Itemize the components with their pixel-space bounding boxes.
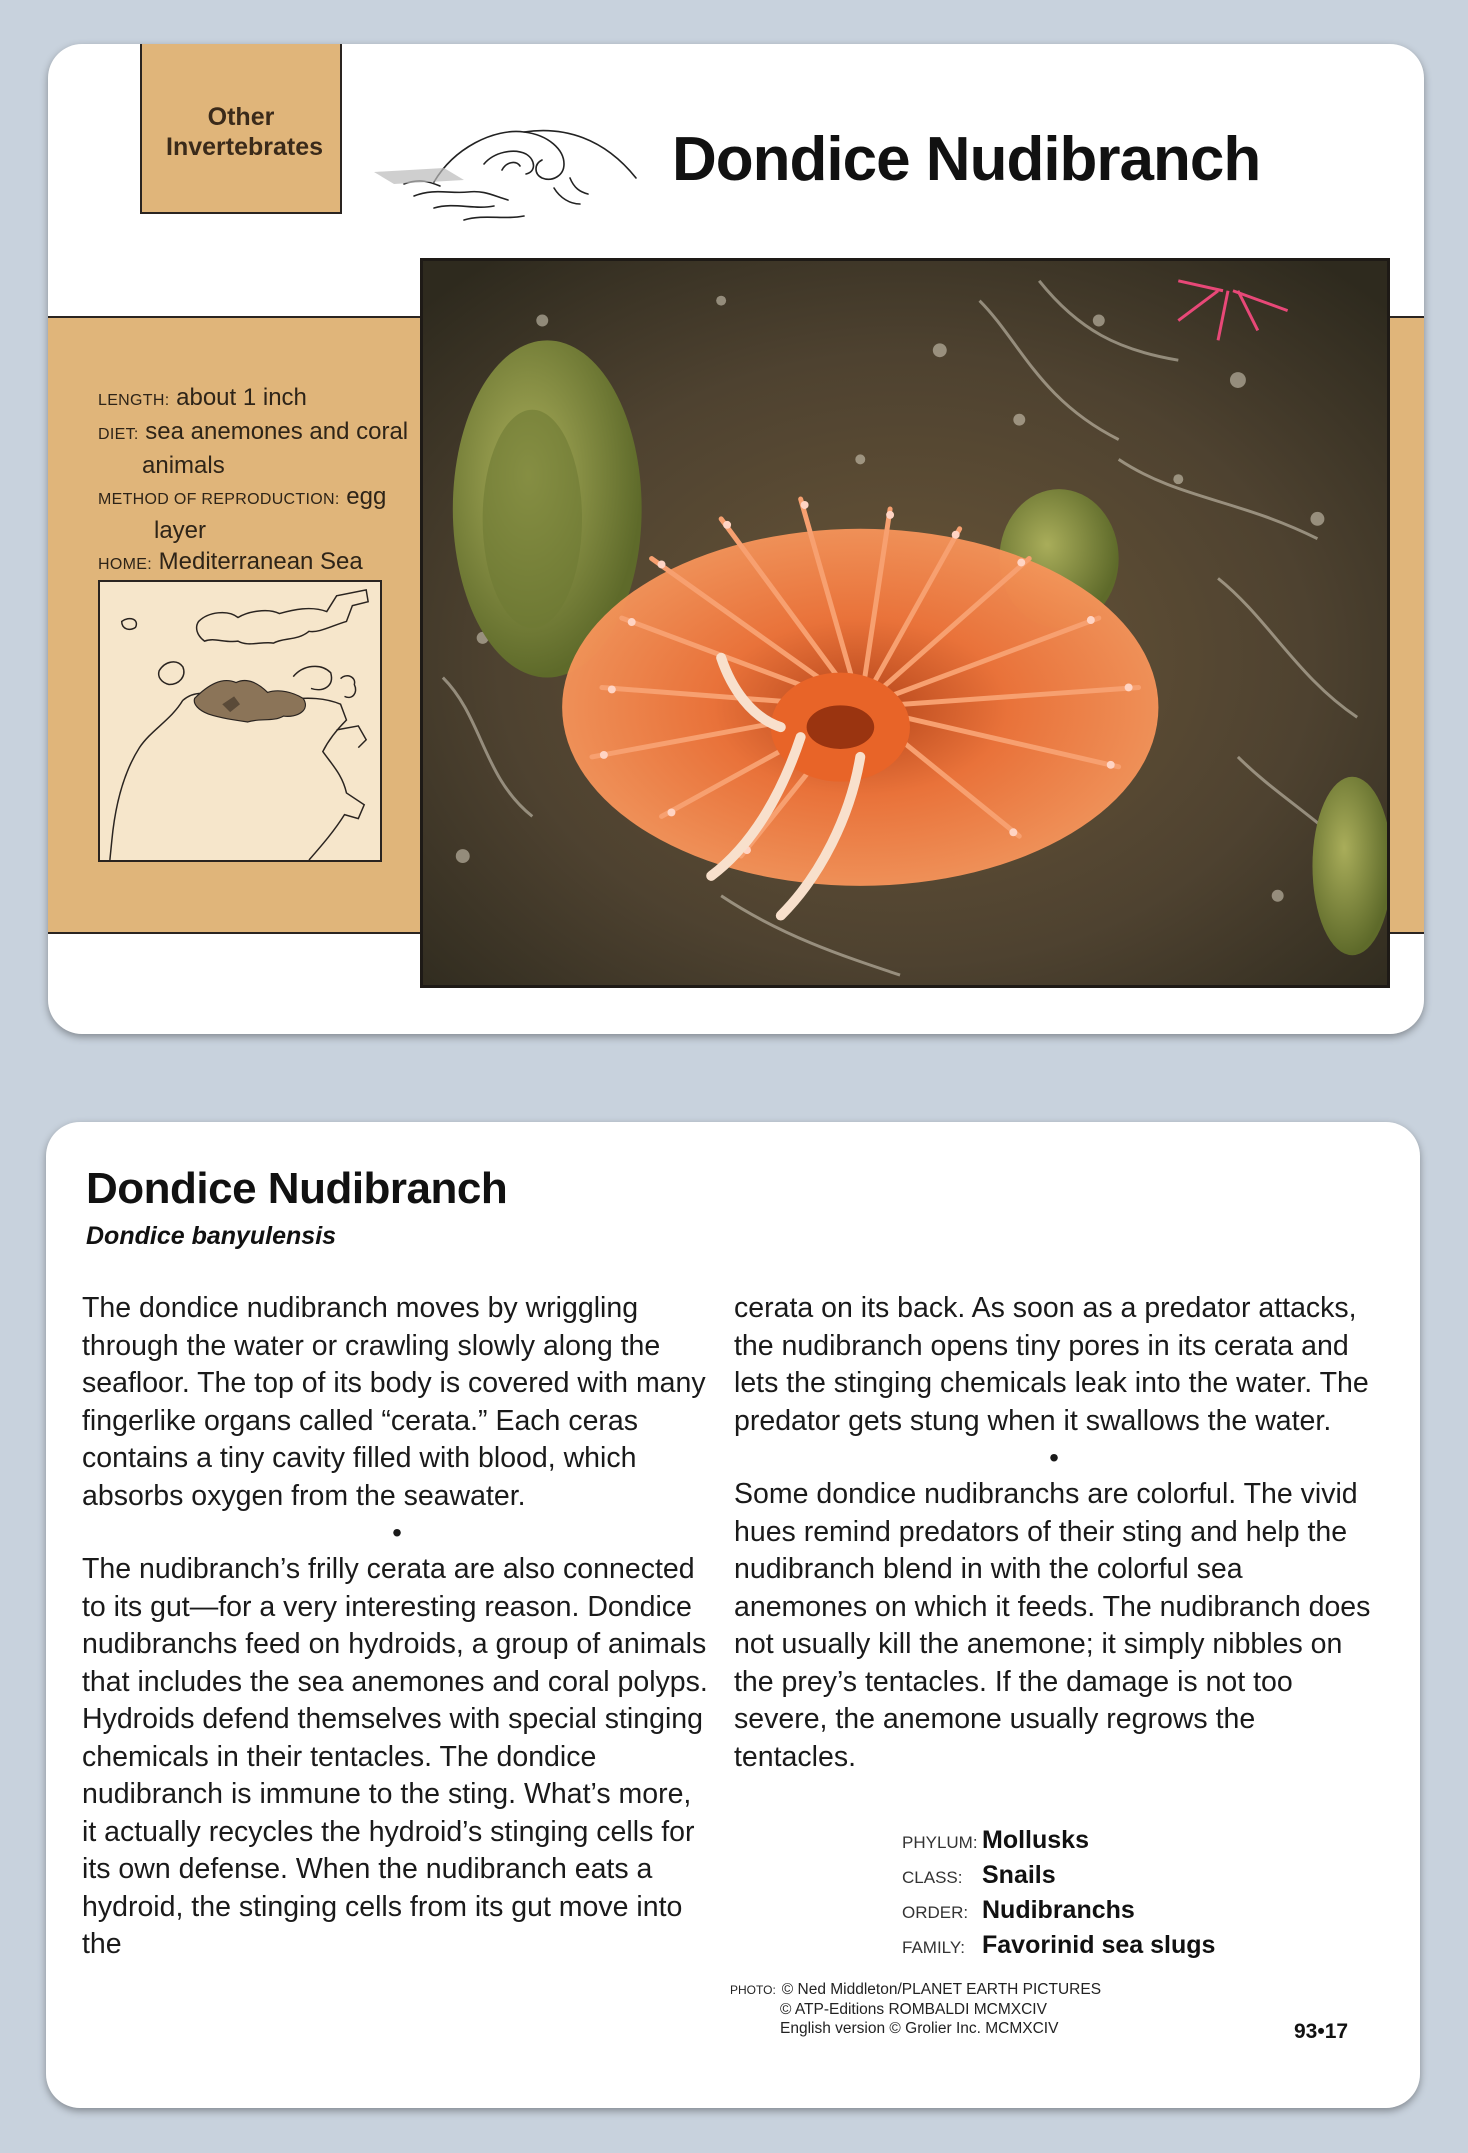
credit-line-1 [730, 1980, 1190, 2000]
fact-diet [98, 416, 438, 450]
method-value: egg [346, 483, 387, 510]
fact-method [98, 481, 438, 515]
nudibranch-photo [420, 258, 1390, 988]
taxonomy-row-family [902, 1929, 1342, 1964]
length-value: about 1 inch [176, 384, 307, 411]
fact-length [98, 382, 438, 416]
fact-home [98, 546, 438, 580]
taxonomy-row-order [902, 1894, 1342, 1929]
class-label: CLASS: [902, 1868, 963, 1887]
right-paragraph-2: Some dondice nudibranchs are colorful. The vivid hues remind predators of their sting and help the nudibranch blend in with the colorful sea anemones on which it feeds. The nudibranch does not usually kill the anemone; it simply nibbles on the prey’s tentacles. If the damage is not too severe, the anemone usually regrows the tentacles. [734, 1478, 1371, 1773]
category-box [140, 44, 342, 214]
order-value: Nudibranchs [982, 1896, 1135, 1924]
diet-value: sea anemones and coral [145, 418, 409, 445]
back-card [46, 1122, 1420, 2108]
home-value: Mediterranean Sea [158, 548, 363, 575]
taxonomy-row-class [902, 1859, 1342, 1894]
back-title: Dondice Nudibranch [86, 1164, 508, 1213]
credit-line-3: English version © Grolier Inc. MCMXCIV [780, 2020, 1059, 2037]
class-value: Snails [982, 1861, 1056, 1889]
photo-credits [730, 1980, 1190, 2038]
nudibranch-image [423, 261, 1387, 985]
phylum-value: Mollusks [982, 1826, 1089, 1854]
credit-text-1: © Ned Middleton/PLANET EARTH PICTURES [781, 1981, 1102, 1998]
category-label: Other Invertebrates [166, 103, 324, 161]
left-paragraph-1: The dondice nudibranch moves by wriggling through the water or crawling slowly along the seafloor. The top of its body is covered with many fingerlike organs called “cerata.” Each ceras contains a tiny cavity filled with blood, which absorbs oxygen from the seawater. [82, 1292, 706, 1512]
diet-value-cont: animals [142, 452, 225, 479]
front-title: Dondice Nudibranch [672, 125, 1261, 194]
paragraph-bullet: • [1049, 1442, 1059, 1473]
text-column-right [734, 1290, 1374, 1776]
family-label: FAMILY: [902, 1938, 965, 1957]
front-card [48, 44, 1424, 1034]
taxonomy-table [902, 1824, 1342, 1964]
right-paragraph-1: cerata on its back. As soon as a predator attacks, the nudibranch opens tiny pores in its cerata and lets the stinging chemicals leak into the water. The predator gets stung when it swallows the water. [734, 1292, 1369, 1437]
facts-panel [98, 382, 438, 580]
order-label: ORDER: [902, 1903, 969, 1922]
credit-line-2: © ATP-Editions ROMBALDI MCMXCIV [780, 2001, 1047, 2018]
map-icon [100, 582, 380, 860]
length-label: LENGTH: [98, 392, 170, 409]
method-value-cont: layer [154, 517, 207, 544]
range-map [98, 580, 382, 862]
paragraph-bullet: • [392, 1517, 402, 1548]
photo-label: PHOTO: [730, 1983, 776, 1997]
taxonomy-row-phylum [902, 1824, 1342, 1859]
scientific-name: Dondice banyulensis [86, 1222, 337, 1250]
wave-icon [374, 108, 690, 228]
phylum-label: PHYLUM: [902, 1833, 978, 1852]
left-paragraph-2: The nudibranch’s frilly cerata are also connected to its gut—for a very interesting reason. Dondice nudibranchs feed on hydroids, a group of animals that includes the sea anemones and coral polyps. Hydroids defend themselves with special stinging chemicals in their tentacles. The dondice nudibranch is immune to the sting. What’s more, it actually recycles the hydroid’s stinging cells for its own defense. When the nudibranch eats a hydroid, the stinging cells from its gut move into the [82, 1553, 708, 1960]
family-value: Favorinid sea slugs [982, 1931, 1216, 1959]
text-column-left [82, 1290, 712, 1964]
home-label: HOME: [98, 556, 152, 573]
diet-label: DIET: [98, 426, 139, 443]
card-number: 93•17 [1294, 2020, 1349, 2043]
method-label: METHOD OF REPRODUCTION: [98, 491, 340, 508]
